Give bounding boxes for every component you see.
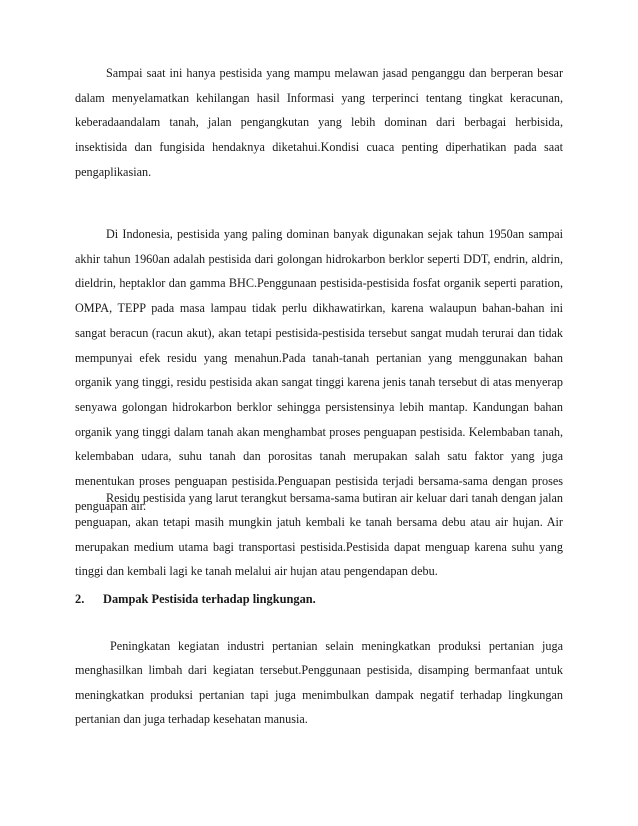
paragraph-pesticide-intro: Sampai saat ini hanya pestisida yang mampu melawan jasad penganggu dan berperan besar dalam menyelamatkan kehilangan hasil Informasi yang terperinci tentang tingkat keracunan, keberadaandalam tanah, jalan pengangkutan yang lebih dominan dari berbagai herbisida, insektisida dan fungisida hendaknya diketahui.Kondisi cuaca penting diperhatikan pada saat pengaplikasian. (75, 66, 563, 179)
section-heading (75, 587, 563, 611)
section-title: Dampak Pestisida terhadap lingkungan. (103, 592, 316, 606)
section-number: 2. (75, 592, 85, 606)
paragraph-indonesia-pesticides: Di Indonesia, pestisida yang paling dominan banyak digunakan sejak tahun 1950an sampai akhir tahun 1960an adalah pestisida dari golongan hidrokarbon berklor seperti DDT, endrin, aldrin, dieldrin, heptaklor dan gamma BHC.Penggunaan pestisida-pestisida fosfat organik seperti paration, OMPA, TEPP pada masa lampau tidak perlu dikhawatirkan, karena walaupun bahan-bahan ini sangat beracun (racun akut), akan tetapi pestisida-pestisida tersebut sangat mudah terurai dan tidak mempunyai efek residu yang menahun.Pada tanah-tanah pertanian yang menggunakan bahan organik yang tinggi, residu pestisida akan sangat tinggi karena jenis tanah tersebut di atas menyerap senyawa golongan hidrokarbon berklor sehingga persistensinya lebih mantap. Kandungan bahan organik yang tinggi dalam tanah akan menghambat proses penguapan pestisida. Kelembaban tanah, kelembaban udara, suhu tanah dan porositas tanah merupakan salah satu faktor yang juga menentukan proses penguapan pestisida.Penguapan pestisida terjadi bersama-sama dengan proses penguapan air. (75, 227, 563, 513)
paragraph-residue-transport: Residu pestisida yang larut terangkut bersama-sama butiran air keluar dari tanah dengan jalan penguapan, akan tetapi masih mungkin jatuh kembali ke tanah bersama debu atau air hujan. Air merupakan medium utama bagi transportasi pestisida.Pestisida dapat menguap karena suhu yang tinggi dan kembali lagi ke tanah melalui air hujan atau pengendapan debu. (75, 491, 563, 578)
paragraph-environment-impact: Peningkatan kegiatan industri pertanian selain meningkatkan produksi pertanian juga menghasilkan limbah dari kegiatan tersebut.Penggunaan pestisida, disamping bermanfaat untuk meningkatkan produksi pertanian tapi juga menimbulkan dampak negatif terhadap lingkungan pertanian dan juga terhadap kesehatan manusia. (75, 639, 563, 727)
